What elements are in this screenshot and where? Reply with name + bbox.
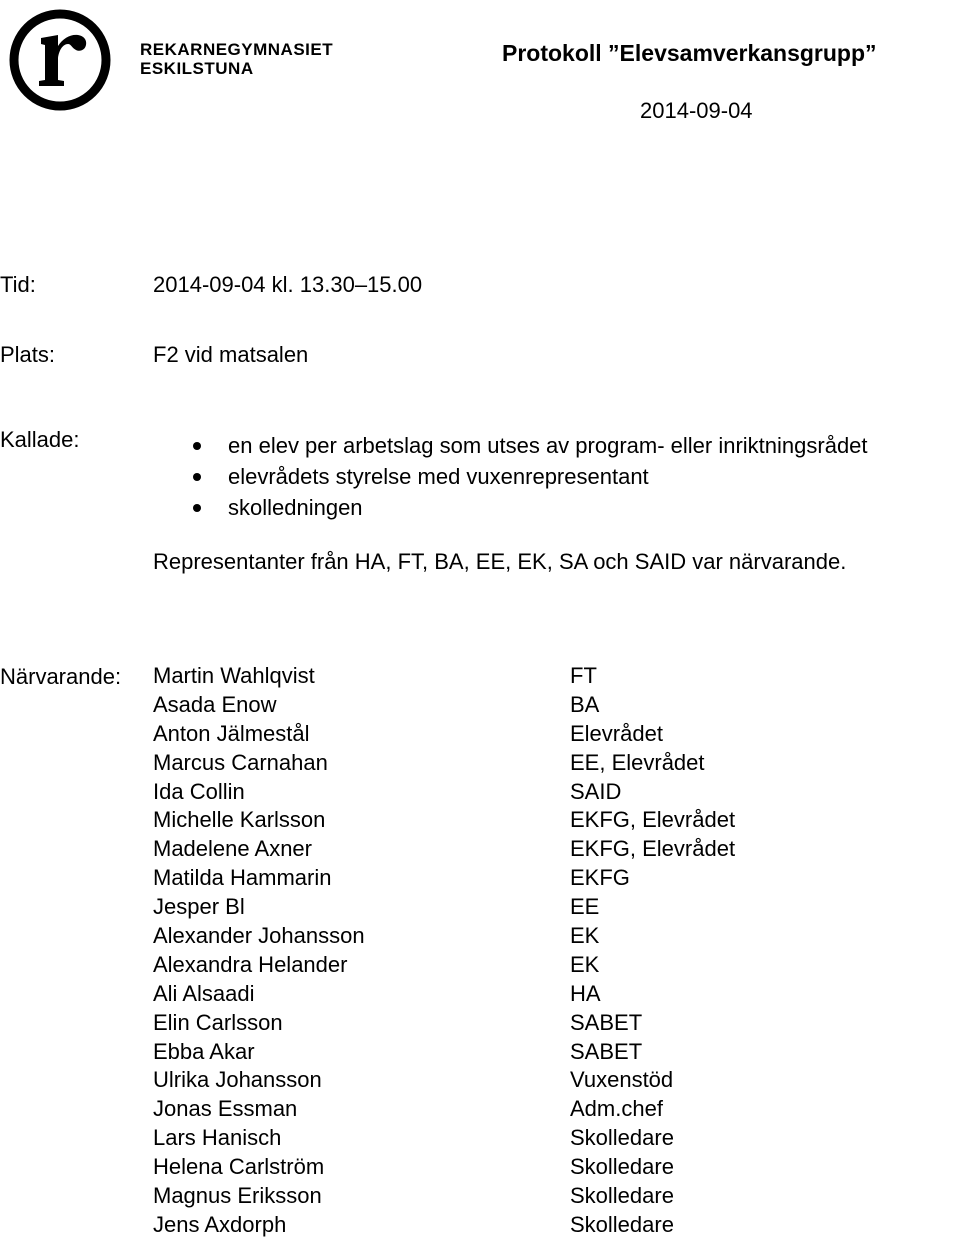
attendee-role: Vuxenstöd (570, 1067, 674, 1093)
attendee-name: Ebba Akar (153, 1038, 255, 1064)
school-logo (8, 8, 368, 112)
invited-item: elevrådets styrelse med vuxenrepresentant (190, 461, 868, 492)
invited-item: en elev per arbetslag som utses av program- eller inriktningsrådet (190, 430, 868, 461)
attendee-name: Jonas Essman (153, 1096, 298, 1122)
attendee-role: EE (570, 894, 600, 920)
time-label: Tid: (0, 272, 36, 297)
representatives-note: Representanter från HA, FT, BA, EE, EK, SA och SAID var närvarande. (153, 549, 847, 574)
attendee-name: Alexandra Helander (153, 951, 348, 977)
document-date: 2014-09-04 (640, 98, 753, 123)
attendee-role: Skolledare (570, 1211, 674, 1237)
attendee-name: Ali Alsaadi (153, 980, 255, 1006)
attendee-name: Jesper Bl (153, 894, 245, 920)
attendee-role: EKFG (570, 865, 630, 891)
attendee-name: Matilda Hammarin (153, 865, 332, 891)
attendee-role: SABET (570, 1009, 643, 1035)
r-circle-logo-icon (8, 8, 112, 112)
attendee-name: Michelle Karlsson (153, 807, 326, 833)
attendee-name: Marcus Carnahan (153, 749, 328, 775)
attendee-name: Jens Axdorph (153, 1211, 287, 1237)
attendee-role: Elevrådet (570, 720, 663, 746)
attendee-name: Ulrika Johansson (153, 1067, 322, 1093)
attendee-role: SAID (570, 778, 622, 804)
attendee-role: Skolledare (570, 1154, 674, 1180)
attendee-role: EKFG, Elevrådet (570, 807, 736, 833)
attendee-name: Madelene Axner (153, 836, 312, 862)
place-label: Plats: (0, 342, 56, 367)
place-value: F2 vid matsalen (153, 342, 309, 367)
logo-line-2: ESKILSTUNA (140, 59, 254, 78)
attendee-role: Skolledare (570, 1183, 674, 1209)
bullet-icon (193, 442, 201, 450)
attendee-role: EK (570, 923, 600, 949)
logo-wordmark (140, 40, 333, 78)
invited-item: skolledningen (190, 492, 868, 523)
attendee-role: EK (570, 951, 600, 977)
attendee-name: Lars Hanisch (153, 1125, 282, 1151)
attendee-role: HA (570, 980, 601, 1006)
invited-label: Kallade: (0, 427, 80, 452)
attendee-name: Ida Collin (153, 778, 245, 804)
document-title: Protokoll ”Elevsamverkansgrupp” (502, 40, 877, 66)
bullet-icon (193, 473, 201, 481)
attendee-role: Adm.chef (570, 1096, 663, 1122)
bullet-icon (193, 504, 201, 512)
attendee-role: FT (570, 663, 597, 688)
attendee-name: Helena Carlström (153, 1154, 325, 1180)
logo-line-1: REKARNEGYMNASIET (140, 40, 334, 59)
attendee-name: Elin Carlsson (153, 1009, 283, 1035)
attendee-name: Asada Enow (153, 691, 277, 717)
attendance-label: Närvarande: (0, 664, 122, 689)
attendee-name: Anton Jälmestål (153, 720, 310, 746)
attendee-name: Magnus Eriksson (153, 1183, 322, 1209)
attendee-role: Skolledare (570, 1125, 674, 1151)
attendee-role: EE, Elevrådet (570, 749, 705, 775)
attendee-role: BA (570, 691, 600, 717)
attendee-role: SABET (570, 1038, 643, 1064)
attendee-role: EKFG, Elevrådet (570, 836, 736, 862)
attendee-name: Martin Wahlqvist (153, 663, 315, 688)
time-value: 2014-09-04 kl. 13.30–15.00 (153, 272, 423, 297)
attendee-name: Alexander Johansson (153, 923, 365, 949)
invited-list (190, 430, 868, 523)
